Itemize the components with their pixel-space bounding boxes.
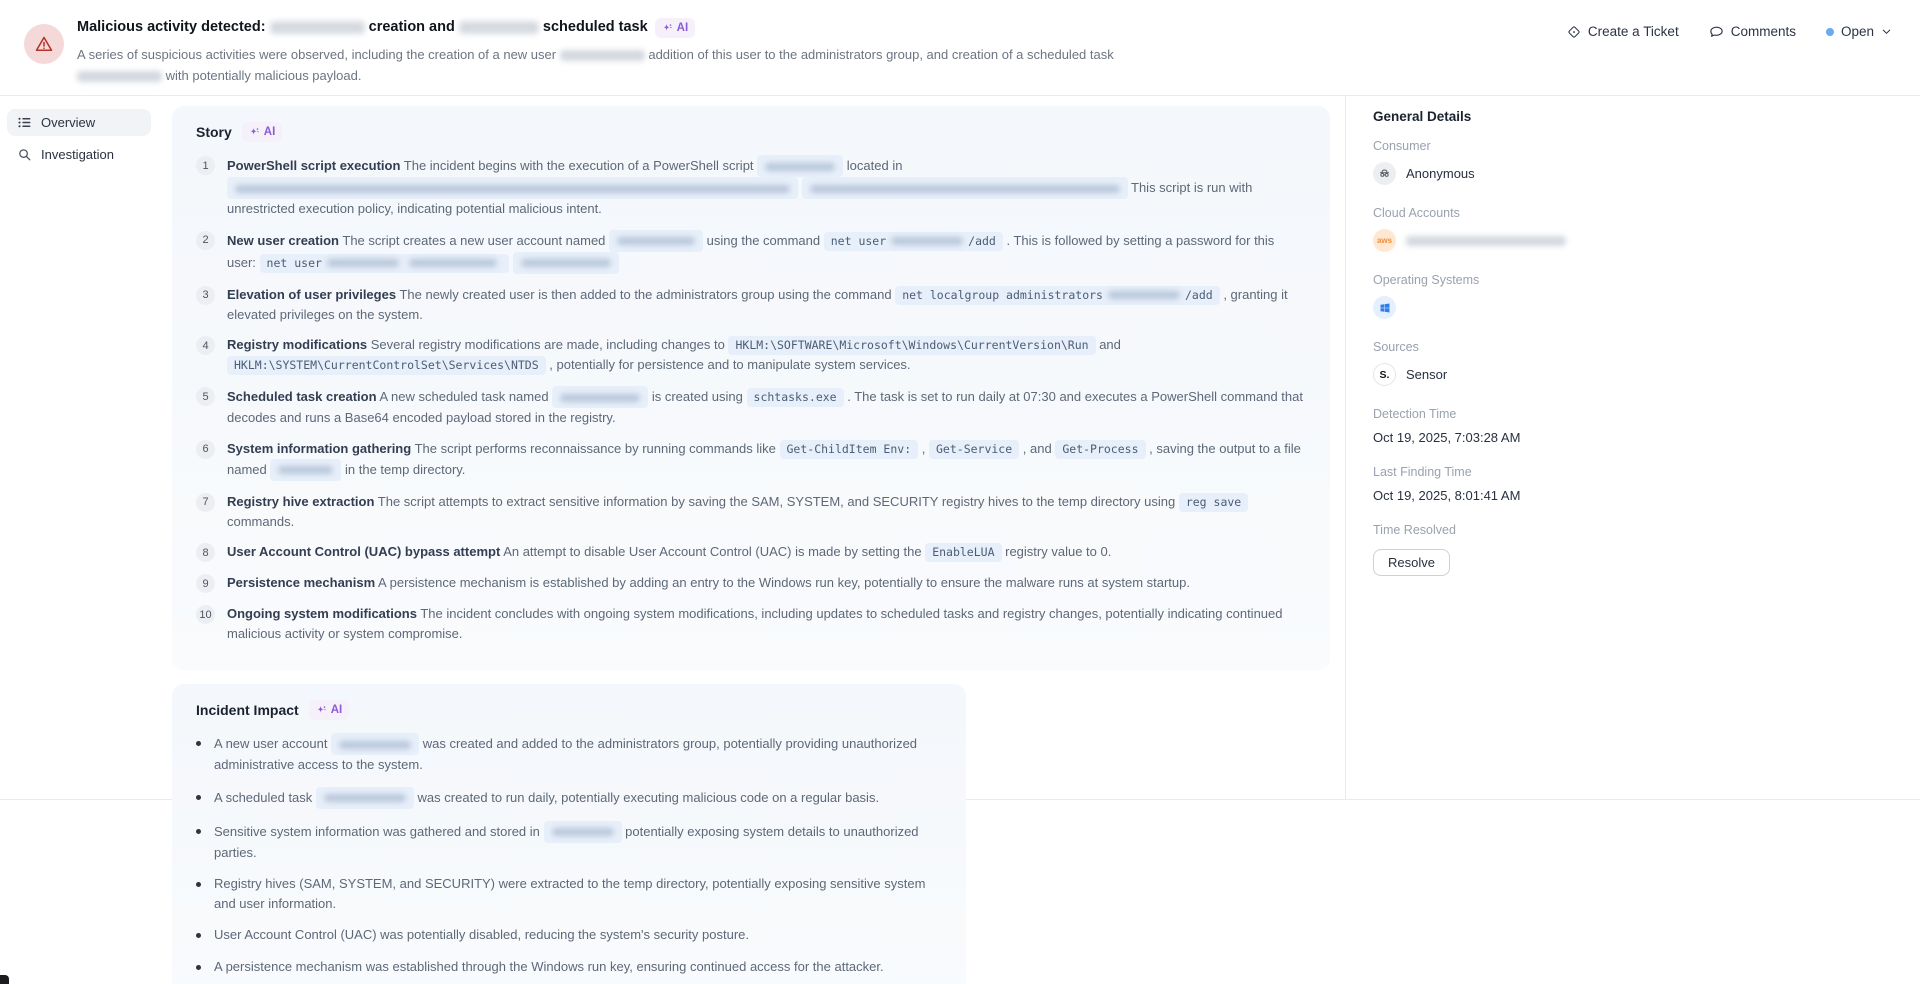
- story-item-number: 1: [196, 156, 215, 175]
- title-text: creation and: [368, 19, 455, 36]
- status-open-dot: [1826, 28, 1834, 36]
- content-column: [158, 96, 1345, 974]
- detail-field-label: Sources: [1373, 340, 1419, 354]
- text: The script performs reconnaissance by running commands like: [414, 440, 776, 456]
- text: The incident begins with the execution of a PowerShell script: [403, 158, 754, 174]
- text: located in: [846, 158, 903, 174]
- story-item-body: [227, 492, 1306, 532]
- story-item-number: 2: [196, 231, 215, 250]
- incident-impact-card: [172, 684, 966, 984]
- text: The newly created user is then added to the administrators group using the command: [399, 286, 892, 302]
- redacted-text: [270, 21, 365, 34]
- bullet-dot: [196, 829, 201, 834]
- text: was created to run daily, potentially executing malicious code on a regular basis.: [417, 789, 880, 805]
- detail-field-operating-systems: [1373, 273, 1920, 319]
- sparkle-icon: [249, 127, 260, 138]
- story-item-title: Ongoing system modifications: [227, 606, 417, 622]
- code-chip: net user /add: [824, 232, 1003, 251]
- bullet-dot: [196, 933, 201, 938]
- code-chip: reg save: [1179, 493, 1248, 512]
- sparkle-icon: [316, 705, 327, 716]
- incident-title: [77, 18, 1567, 38]
- text: potentially exposing system details to unauthorized parties.: [214, 823, 919, 860]
- story-item-title: Registry modifications: [227, 337, 368, 353]
- redacted-chip: [552, 386, 648, 408]
- ai-badge: [309, 700, 350, 720]
- impact-item: [196, 874, 942, 913]
- redacted-text: [459, 21, 539, 34]
- redacted-chip: [757, 155, 843, 177]
- redacted-text: [235, 185, 790, 193]
- code-chip: net localgroup administrators /add: [895, 286, 1220, 305]
- story-item-title: Scheduled task creation: [227, 389, 377, 405]
- text: An attempt to disable User Account Control (UAC) is made by setting the: [503, 544, 922, 560]
- title-text: Malicious activity detected:: [77, 19, 266, 36]
- chevron-down-icon: [1881, 26, 1892, 37]
- detail-field-value: [1373, 363, 1920, 386]
- text: and: [1099, 337, 1121, 353]
- story-title-row: [196, 122, 1306, 142]
- story-item: [196, 285, 1306, 325]
- story-card: [172, 106, 1330, 670]
- story-item: [196, 155, 1306, 219]
- detail-field-consumer: [1373, 139, 1920, 185]
- story-item: [196, 492, 1306, 532]
- story-item: [196, 604, 1306, 643]
- status-dropdown[interactable]: [1826, 24, 1892, 39]
- impact-item-body: [214, 925, 749, 945]
- text: , potentially for persistence and to manipulate system services.: [549, 357, 911, 373]
- comments-button[interactable]: [1709, 24, 1796, 39]
- investigation-icon: [17, 147, 32, 162]
- code-chip: Get-ChildItem Env:: [780, 440, 919, 459]
- sparkle-icon: [662, 23, 673, 34]
- story-list: [196, 155, 1306, 643]
- story-item-title: PowerShell script execution: [227, 158, 401, 174]
- bullet-dot: [196, 795, 201, 800]
- general-details-title: General Details: [1373, 109, 1472, 124]
- redacted-text: [1108, 291, 1180, 299]
- resolve-button[interactable]: Resolve: [1373, 549, 1450, 576]
- story-item-body: [227, 155, 1306, 219]
- bullet-dot: [196, 882, 201, 887]
- redacted-chip: [331, 733, 419, 755]
- text: , saving the output to a file named: [227, 440, 1301, 477]
- ticket-icon: [1567, 25, 1581, 39]
- story-item-number: 8: [196, 543, 215, 562]
- sidebar-item-label: Overview: [41, 115, 96, 130]
- text: registry value to 0.: [1005, 544, 1112, 560]
- impact-item-body: [214, 821, 942, 863]
- detail-value-text: Anonymous: [1406, 166, 1475, 181]
- text: This script is run with unrestricted execution policy, indicating potential malicious intent.: [227, 180, 1253, 217]
- text: The script attempts to extract sensitive information by saving the SAM, SYSTEM, and SECURITY registry hives to the temp directory using: [377, 493, 1176, 509]
- comment-bubble-icon: [1709, 24, 1724, 39]
- sidebar-item-label: Investigation: [41, 147, 114, 162]
- general-details-panel: [1345, 96, 1920, 799]
- story-item-number: 5: [196, 387, 215, 406]
- text: . This is followed by setting a password for this user:: [227, 232, 1275, 270]
- story-item-title: Registry hive extraction: [227, 493, 375, 509]
- story-item: [196, 573, 1306, 593]
- text: ,: [921, 440, 926, 456]
- ai-badge: [242, 122, 283, 142]
- impact-item: [196, 733, 942, 775]
- text: in the temp directory.: [345, 461, 466, 477]
- impact-item: [196, 787, 942, 809]
- text: is created using: [651, 389, 743, 405]
- code-chip: net user: [260, 254, 509, 273]
- story-item: [196, 439, 1306, 481]
- redacted-text: [521, 259, 611, 267]
- detail-time-label: Time Resolved: [1373, 523, 1456, 537]
- story-item-body: [227, 604, 1306, 643]
- text: Registry hives (SAM, SYSTEM, and SECURITY) were extracted to the temp directory, potentially exposing sensitive system and user information.: [214, 876, 926, 911]
- story-item-body: [227, 542, 1111, 562]
- story-item-number: 4: [196, 336, 215, 355]
- incident-description: [77, 45, 1117, 87]
- bullet-dot: [196, 741, 201, 746]
- redacted-chip: [270, 459, 341, 481]
- text: The incident concludes with ongoing system modifications, including updates to scheduled tasks and registry changes, potentially indicating continued malicious activity or system compromise.: [227, 606, 1283, 641]
- code-chip: Get-Process: [1055, 440, 1145, 459]
- detail-time-label: Detection Time: [1373, 407, 1457, 421]
- redacted-text: [324, 794, 406, 802]
- text: A new scheduled task named: [379, 389, 549, 405]
- story-item-number: 6: [196, 440, 215, 459]
- code-chip: EnableLUA: [925, 543, 1001, 562]
- comments-label: Comments: [1730, 24, 1796, 39]
- detail-field-label: Consumer: [1373, 139, 1431, 153]
- code-chip: Get-Service: [929, 440, 1019, 459]
- code-chip: schtasks.exe: [747, 388, 844, 407]
- story-item: [196, 335, 1306, 375]
- incident-header: [0, 0, 1920, 96]
- story-item-title: New user creation: [227, 232, 339, 248]
- corner-artifact: [0, 975, 9, 984]
- redacted-text: [552, 828, 614, 836]
- detail-time-last-finding-time: [1373, 465, 1920, 503]
- text: , and: [1022, 440, 1052, 456]
- redacted-chip: [609, 230, 703, 252]
- impact-item: [196, 925, 942, 945]
- sidebar: [0, 96, 158, 799]
- text: A new user account: [214, 736, 328, 752]
- story-title: Story: [196, 124, 232, 141]
- impact-item-body: [214, 733, 942, 775]
- story-item: [196, 230, 1306, 274]
- redacted-text: [409, 259, 497, 267]
- detail-field-value: [1373, 296, 1920, 319]
- story-item-title: User Account Control (UAC) bypass attempt: [227, 544, 501, 560]
- text: A persistence mechanism is established by adding an entry to the Windows run key, potentially to ensure the malware runs at system startup.: [378, 575, 1190, 591]
- detail-time-detection-time: [1373, 407, 1920, 445]
- create-ticket-button[interactable]: [1567, 24, 1679, 39]
- ai-badge-label: AI: [330, 704, 343, 717]
- code-chip: HKLM:\SOFTWARE\Microsoft\Windows\CurrentVersion\Run: [728, 336, 1095, 355]
- ai-badge-label: AI: [263, 126, 276, 138]
- redacted-text: [1406, 236, 1566, 246]
- story-item-number: 3: [196, 286, 215, 305]
- redacted-text: [765, 163, 835, 171]
- detail-field-value: [1373, 162, 1920, 185]
- windows-icon: [1373, 296, 1396, 319]
- story-item-number: 10: [196, 605, 215, 624]
- story-item-title: Elevation of user privileges: [227, 286, 397, 302]
- story-item-body: [227, 230, 1306, 274]
- text: . The task is set to run daily at 07:30 and executes a PowerShell command that decodes and runs a Base64 encoded payload stored in the registry.: [227, 389, 1303, 426]
- impact-item: [196, 821, 942, 863]
- impact-title: Incident Impact: [196, 702, 299, 719]
- impact-item: [196, 957, 942, 977]
- text: , granting it elevated privileges on the system.: [227, 286, 1288, 322]
- detail-field-value: [1373, 229, 1920, 252]
- redacted-text: [560, 50, 645, 61]
- redacted-text: [810, 185, 1120, 193]
- text: Sensitive system information was gathered and stored in: [214, 823, 540, 839]
- redacted-text: [617, 237, 695, 245]
- story-item-title: System information gathering: [227, 440, 412, 456]
- text: The script creates a new user account named: [342, 232, 606, 248]
- impact-item-body: [214, 874, 942, 913]
- create-ticket-label: Create a Ticket: [1587, 24, 1679, 39]
- story-item-body: [227, 335, 1306, 375]
- sidebar-item-investigation[interactable]: [7, 141, 151, 168]
- detail-field-sources: [1373, 340, 1920, 386]
- title-text: scheduled task: [542, 19, 648, 36]
- text: Several registry modifications are made, including changes to: [370, 337, 725, 353]
- incident-header-text: [77, 0, 1567, 87]
- redacted-text: [278, 466, 333, 474]
- impact-item-body: [214, 787, 879, 809]
- text: using the command: [706, 232, 821, 248]
- impact-item-body: [214, 957, 884, 977]
- detail-time-value: Oct 19, 2025, 7:03:28 AM: [1373, 430, 1521, 445]
- redacted-chip: [544, 821, 622, 843]
- redacted-chip: [513, 252, 619, 274]
- general-details-times: [1373, 407, 1920, 576]
- story-item: [196, 542, 1306, 562]
- ai-badge-label: AI: [676, 22, 689, 34]
- detail-time-label: Last Finding Time: [1373, 465, 1472, 479]
- text: was created and added to the administrators group, potentially providing unauthorized administrative access to the system.: [214, 736, 918, 773]
- redacted-text: [339, 741, 411, 749]
- detail-value-text: Sensor: [1406, 367, 1448, 382]
- ai-badge: [655, 18, 696, 38]
- detail-field-cloud-accounts: [1373, 206, 1920, 252]
- impact-list: [196, 733, 942, 976]
- story-item-body: [227, 573, 1190, 593]
- redacted-chip: [316, 787, 414, 809]
- overview-list-icon: [17, 115, 32, 130]
- warning-icon: [24, 24, 64, 64]
- text: A scheduled task: [214, 789, 313, 805]
- redacted-text: [560, 394, 640, 402]
- story-item-title: Persistence mechanism: [227, 575, 376, 591]
- aws-icon: aws: [1373, 229, 1396, 252]
- redacted-chip: [802, 177, 1128, 199]
- text: User Account Control (UAC) was potentially disabled, reducing the system's security posture.: [214, 927, 749, 943]
- text: A series of suspicious activities were observed, including the creation of a new user: [77, 47, 557, 63]
- detail-time-value: Oct 19, 2025, 8:01:41 AM: [1373, 488, 1521, 503]
- redacted-chip: [227, 177, 798, 199]
- header-actions: [1567, 0, 1892, 39]
- anonymous-icon: [1373, 162, 1396, 185]
- redacted-text: [327, 259, 399, 267]
- detail-time-time-resolved: [1373, 523, 1920, 576]
- text: with potentially malicious payload.: [165, 67, 362, 83]
- impact-title-row: [196, 700, 942, 720]
- story-item: [196, 386, 1306, 428]
- story-item-body: [227, 439, 1306, 481]
- story-item-body: [227, 285, 1306, 325]
- sensor-icon: S.: [1373, 363, 1396, 386]
- bullet-dot: [196, 965, 201, 970]
- text: A persistence mechanism was established through the Windows run key, ensuring continued access for the attacker.: [214, 958, 884, 974]
- detail-field-label: Operating Systems: [1373, 273, 1480, 287]
- status-label: Open: [1840, 24, 1874, 39]
- main-area: [0, 96, 1920, 974]
- story-item-number: 9: [196, 574, 215, 593]
- general-details-fields: [1373, 139, 1920, 386]
- detail-field-label: Cloud Accounts: [1373, 206, 1460, 220]
- redacted-text: [891, 237, 963, 245]
- redacted-text: [77, 71, 162, 82]
- text: addition of this user to the administrators group, and creation of a scheduled task: [648, 47, 1114, 63]
- code-chip: HKLM:\SYSTEM\CurrentControlSet\Services\NTDS: [227, 356, 546, 375]
- sidebar-item-overview[interactable]: [7, 109, 151, 136]
- story-item-body: [227, 386, 1306, 428]
- text: commands.: [227, 513, 295, 529]
- incident-title-text: [77, 19, 648, 36]
- story-item-number: 7: [196, 493, 215, 512]
